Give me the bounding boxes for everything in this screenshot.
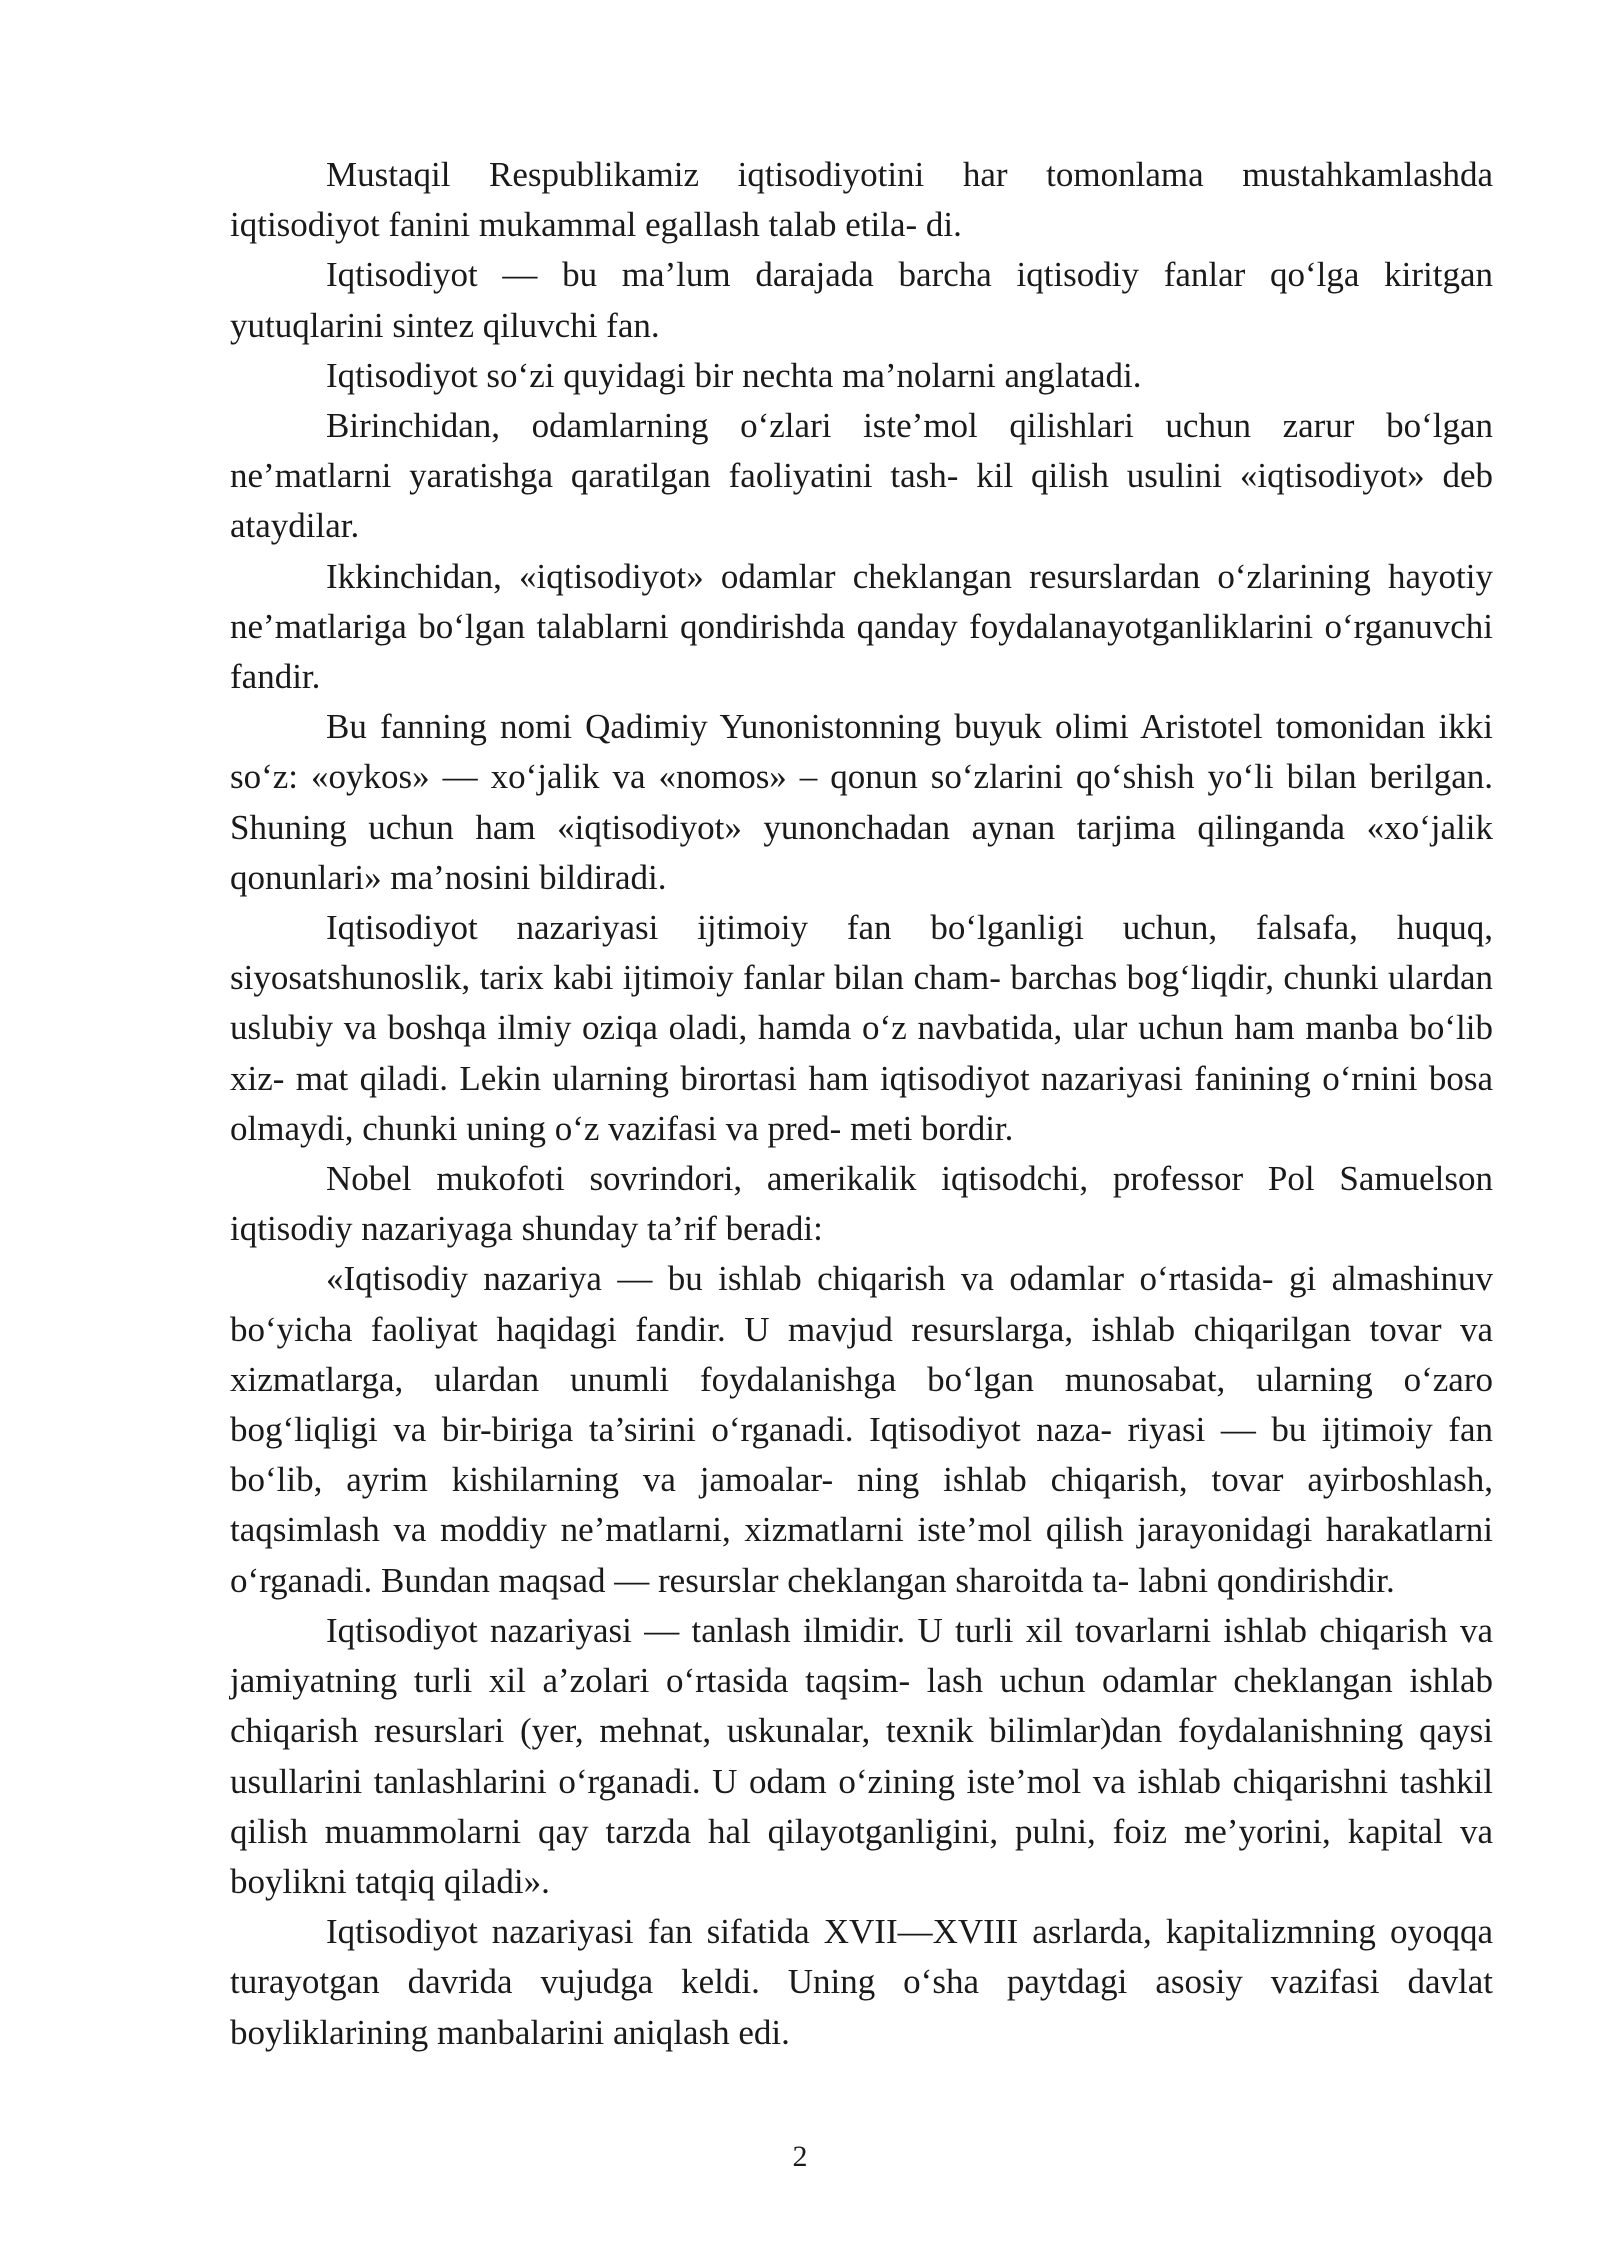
paragraph: Iqtisodiyot nazariyasi — tanlash ilmidir. U turli xil tovarlarni ishlab chiqarish va jamiyatning turli xil a’zolari o‘rtasida taqsim- lash uchun odamlar cheklangan ishlab chiqarish resurslari (yer, mehnat, uskunalar, texnik bilimlar)dan foydalanishning qaysi usullarini tanlashlarini o‘rganadi. U odam o‘zining iste’mol va ishlab chiqarishni tashkil qilish muammolarni qay tarzda hal qilayotganligini, pulni, foiz me’yorini, kapital va boylikni tatqiq qiladi». (230, 1610, 1493, 1901)
paragraph: Iqtisodiyot — bu ma’lum darajada barcha iqtisodiy fanlar qo‘lga kiritgan yutuqlarini sintez qiluvchi fan. (230, 255, 1493, 345)
paragraph: «Iqtisodiy nazariya — bu ishlab chiqarish va odamlar o‘rtasida- gi almashinuv bo‘yicha faoliyat haqidagi fandir. U mavjud resurslarga, ishlab chiqarilgan tovar va xizmatlarga, ulardan unumli foydalanishga bo‘lgan munosabat, ularning o‘zaro bog‘liqligi va bir-biriga ta’sirini o‘rganadi. Iqtisodiyot naza- riyasi — bu ijtimoiy fan bo‘lib, ayrim kishilarning va jamoalar- ning ishlab chiqarish, tovar ayirboshlash, taqsimlash va moddiy ne’matlarni, xizmatlarni iste’mol qilish jarayonidagi harakatlarni o‘rganadi. Bundan maqsad — resurslar cheklangan sharoitda ta- labni qondirishdir. (230, 1259, 1493, 1600)
body-text (230, 150, 1493, 2058)
page-number: 2 (792, 2140, 808, 2173)
paragraph: Iqtisodiyot so‘zi quyidagi bir nechta ma’nolarni anglatadi. (326, 355, 1142, 395)
paragraph: Mustaqil Respublikamiz iqtisodiyotini har tomonlama mustahkamlashda iqtisodiyot fanini mukammal egallash talab etila- di. (230, 155, 1493, 245)
paragraph: Birinchidan, odamlarning o‘zlari iste’mol qilishlari uchun zarur bo‘lgan ne’matlarni yaratishga qaratilgan faoliyatini tash- kil qilish usulini «iqtisodiyot» deb ataydilar. (230, 406, 1493, 546)
paragraph: Bu fanning nomi Qadimiy Yunonistonning buyuk olimi Aristotel tomonidan ikki so‘z: «oykos» — xo‘jalik va «nomos» – qonun so‘zlarini qo‘shish yo‘li bilan berilgan. Shuning uchun ham «iqtisodiyot» yunonchadan aynan tarjima qilinganda «xo‘jalik qonunlari» ma’nosini bildiradi. (230, 707, 1493, 897)
paragraph: Ikkinchidan, «iqtisodiyot» odamlar cheklangan resurslardan o‘zlarining hayotiy ne’matlariga bo‘lgan talablarni qondirishda qanday foydalanayotganliklarini o‘rganuvchi fandir. (230, 556, 1493, 697)
paragraph: Iqtisodiyot nazariyasi ijtimoiy fan bo‘lganligi uchun, falsafa, huquq, siyosatshunoslik, tarix kabi ijtimoiy fanlar bilan cham- barchas bog‘liqdir, chunki ulardan uslubiy va boshqa ilmiy oziqa oladi, hamda o‘z navbatida, ular uchun ham manba bo‘lib xiz- mat qiladi. Lekin ularning birortasi ham iqtisodiyot nazariyasi fanining o‘rnini bosa olmaydi, chunki uning o‘z vazifasi va pred- meti bordir. (230, 908, 1493, 1148)
paragraph: Nobel mukofoti sovrindori, amerikalik iqtisodchi, professor Pol Samuelson iqtisodiy nazariyaga shunday ta’rif beradi: (230, 1159, 1493, 1249)
paragraph: Iqtisodiyot nazariyasi fan sifatida XVII—XVIII asrlarda, kapitalizmning oyoqqa turayotgan davrida vujudga keldi. Uning o‘sha paytdagi asosiy vazifasi davlat boyliklarining manbalarini aniqlash edi. (230, 1912, 1493, 2052)
